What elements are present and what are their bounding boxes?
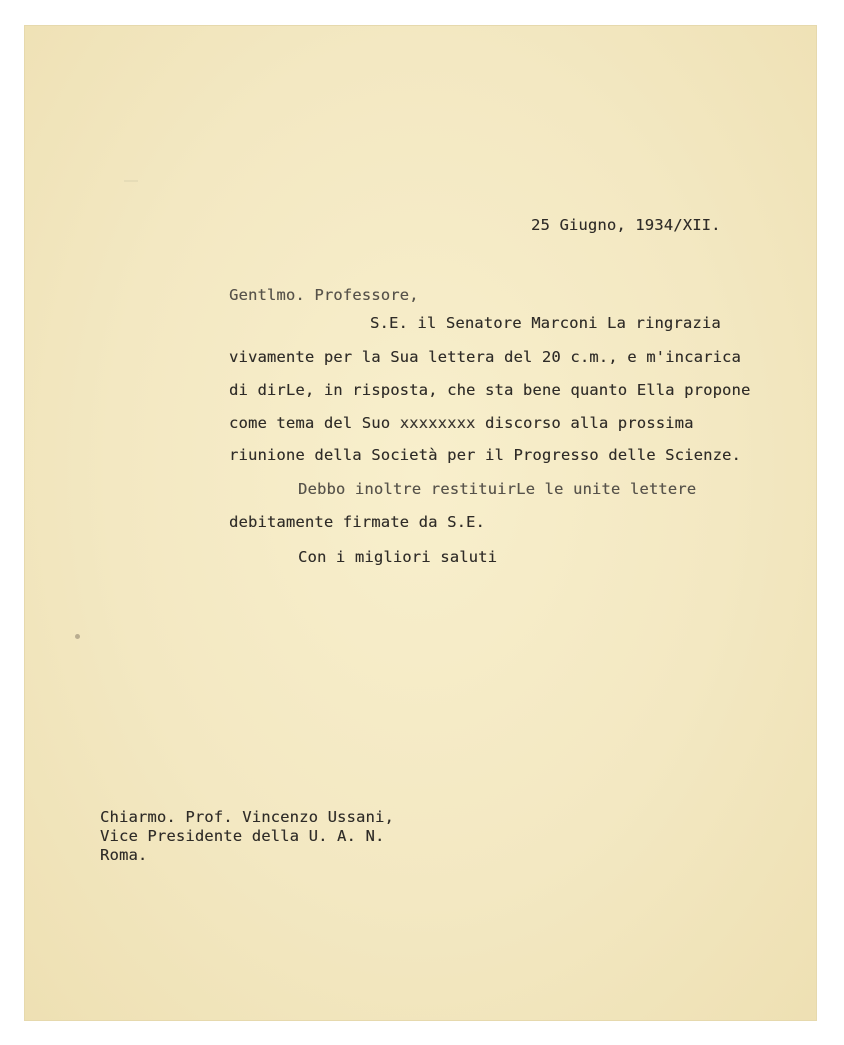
recipient-line-3: Roma. <box>100 846 148 864</box>
closing: Con i migliori saluti <box>298 548 498 566</box>
body-line-2: vivamente per la Sua lettera del 20 c.m., e m'incarica <box>229 348 742 366</box>
body-line-3: di dirLe, in risposta, che sta bene quanto Ella propone <box>229 381 751 399</box>
salutation: Gentlmo. Professore, <box>229 286 419 304</box>
letter-date: 25 Giugno, 1934/XII. <box>531 216 721 234</box>
paper-mark <box>124 180 138 194</box>
struck-out-word: xxxxxxxx <box>399 414 476 432</box>
paper-speck <box>75 634 80 639</box>
body-line-4-start: come tema del Suo <box>229 414 391 432</box>
recipient-line-1: Chiarmo. Prof. Vincenzo Ussani, <box>100 808 394 826</box>
body-line-4-end: discorso alla prossima <box>485 414 694 432</box>
body-line-1: S.E. il Senatore Marconi La ringrazia <box>370 314 721 332</box>
body-line-5: riunione della Società per il Progresso delle Scienze. <box>229 446 742 464</box>
paragraph-2-line-1: Debbo inoltre restituirLe le unite lettere <box>298 480 697 498</box>
body-line-4 <box>229 414 694 432</box>
recipient-line-2: Vice Presidente della U. A. N. <box>100 827 385 845</box>
paragraph-2-line-2: debitamente firmate da S.E. <box>229 513 486 531</box>
